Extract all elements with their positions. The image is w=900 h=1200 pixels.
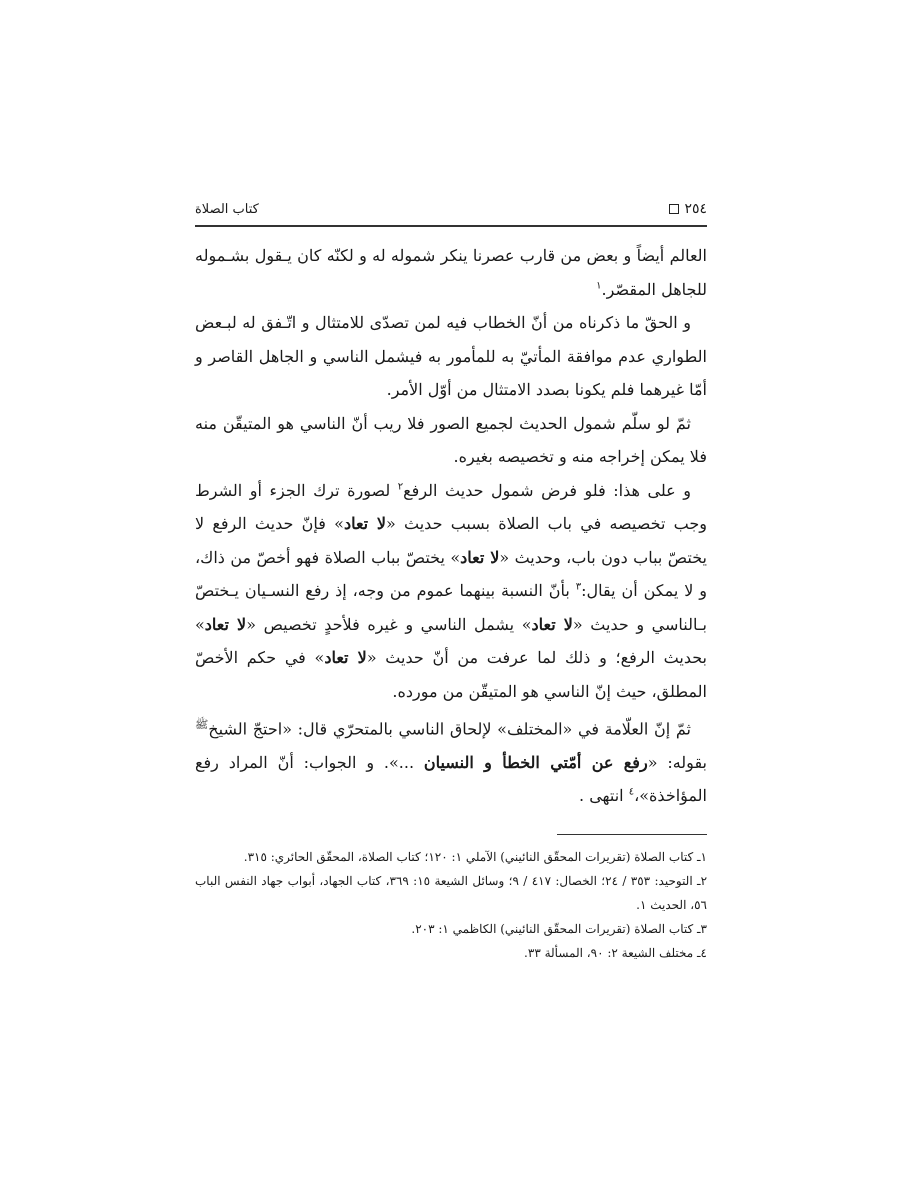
- honorific-icon: ﷺ: [195, 718, 209, 731]
- footnote-divider: [557, 834, 707, 835]
- page: [195, 195, 707, 965]
- footnote-3: ٣ـ كتاب الصلاة (تقريرات المحقّق النائيني) الكاظمي ١: ٢٠٣.: [411, 921, 707, 936]
- square-icon: [669, 204, 679, 214]
- footnote-ref: ٤: [628, 787, 635, 798]
- book-title: كتاب الصلاة: [195, 202, 259, 217]
- footnote-4: ٤ـ مختلف الشيعة ٢: ٩٠، المسألة ٣٣.: [524, 945, 707, 960]
- footnotes: [195, 845, 707, 965]
- main-text: [195, 239, 707, 813]
- paragraph-3: ثمّ لو سلّم شمول الحديث لجميع الصور فلا ريب أنّ الناسي هو المتيقّن منه فلا يمكن إخراجه منه و تخصيصه بغيره.: [195, 413, 707, 466]
- footnote-ref: ٢: [397, 481, 404, 493]
- page-number-block: [669, 201, 707, 217]
- footnote-ref: ٣: [575, 581, 582, 593]
- paragraph-2: و الحقّ ما ذكرناه من أنّ الخطاب فيه لمن تصدّى للامتثال و اتّـفق له لبـعض الطواري عدم موافقة المأتيّ به للمأمور به فيشمل الناسي و الجاهل القاصر و أمّا غيرهما فلم يكونا بصدد الامتثال من أوّل الأمر.: [195, 313, 707, 399]
- footnote-1: ١ـ كتاب الصلاة (تقريرات المحقّق النائيني) الآملي ١: ١٢٠؛ كتاب الصلاة، المحقّق الحائري: ٣١٥.: [243, 849, 707, 864]
- footnote-2: ٢ـ التوحيد: ٣٥٣ / ٢٤؛ الخصال: ٤١٧ / ٩؛ وسائل الشيعة ١٥: ٣٦٩، كتاب الجهاد، أبواب جهاد النفس الباب ٥٦، الحديث ١.: [195, 873, 708, 912]
- paragraph-1: العالم أيضاً و بعض من قارب عصرنا ينكر شموله له و لكنّه كان يـقول بشـموله للجاهل المقصّر.$^١$: [195, 246, 707, 299]
- paragraph-4: و على هذا: فلو فرض شمول حديث الرفع$^٢$ لصورة ترك الجزء أو الشرط وجب تخصيصه في باب الصلاة بسبب حديث «لا تعاد» فإنّ حديث الرفع لا يختصّ بباب دون باب، وحديث «لا تعاد» يختصّ بباب الصلاة فهو أخصّ من ذاك، و لا يمكن أن يقال:$^٣$ بأنّ النسبة بينهما عموم من وجه، إذ رفع النسـيان يـختصّ بـالناسي و حديث «لا تعاد» يشمل الناسي و غيره فلأحدٍ تخصيص «لا تعاد» بحديث الرفع؛ و ذلك لما عرفت من أنّ حديث «لا تعاد» في حكم الأخصّ المطلق، حيث إنّ الناسي هو المتيقّن من مورده.: [195, 480, 708, 701]
- page-number: ٢٥٤: [684, 201, 707, 217]
- paragraph-5: ثمّ إنّ العلّامة في «المختلف» لإلحاق الناسي بالمتحرّي قال: «احتجّ الشيخ$^ﷺ$ بقوله: «رفع عن أمّتي الخطأ و النسيان ...». و الجواب: أنّ المراد رفع المؤاخذة»،$^٤$ انتهى .: [195, 718, 707, 806]
- footnote-ref: ١: [596, 280, 602, 292]
- running-header: [195, 195, 707, 227]
